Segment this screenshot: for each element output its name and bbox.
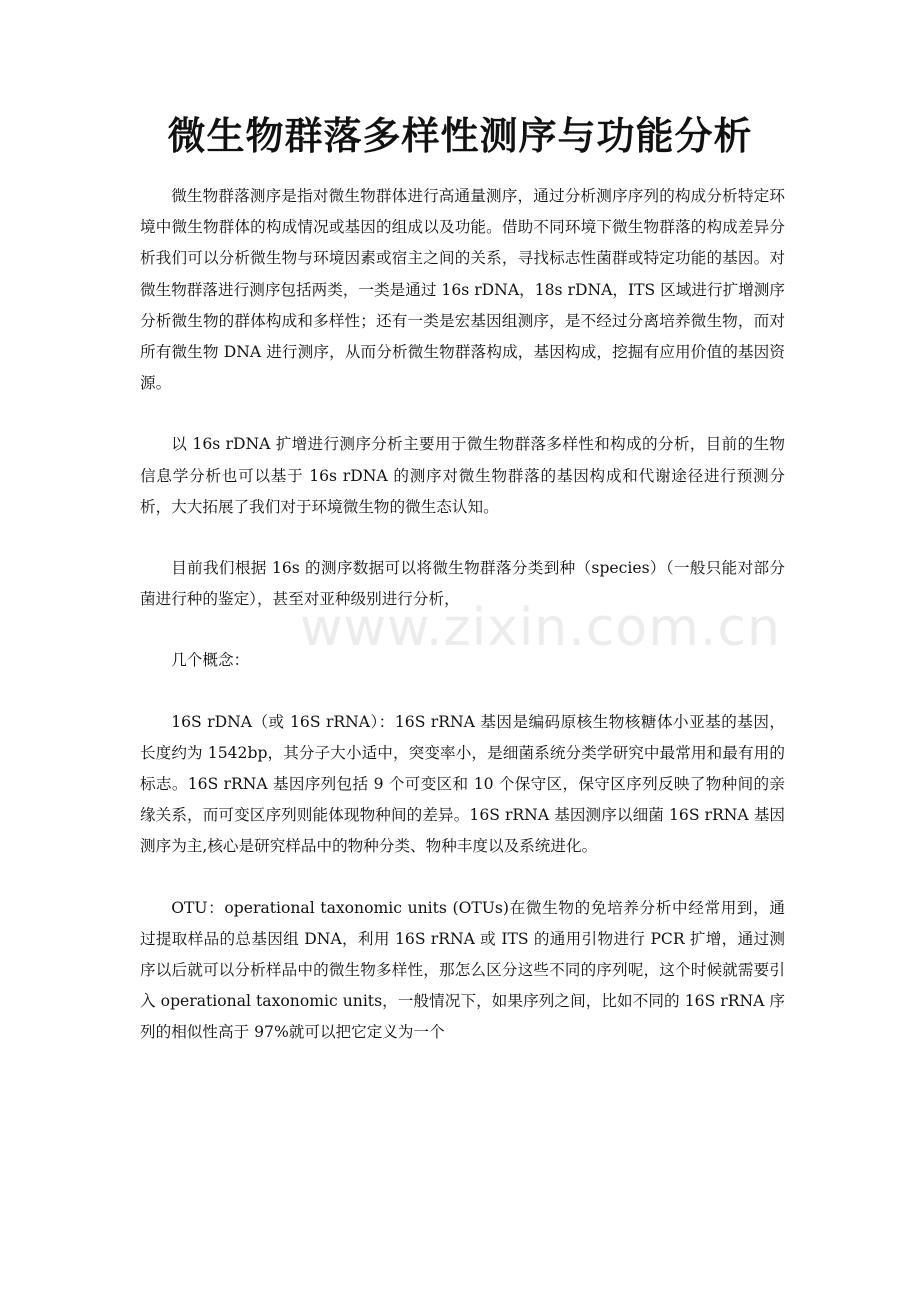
paragraph-concepts-heading: 几个概念： — [171, 651, 250, 670]
paragraph-16s-rdna-definition: 16S rDNA（或 16S rRNA）：16S rRNA 基因是编码原核生物核糖体小亚基的基因，长度约为 1542bp，其分子大小适中，突变率小，是细菌系统分类学研究中最常用和最有用的标志。16S rRNA 基因序列包括 9 个可变区和 10 个保守区，保守区序列反映了物种间的亲缘关系，而可变区序列则能体现物种间的差异。16S rRNA 基因测序以细菌 16S rRNA 基因测序为主,核心是研究样品中的物种分类、物种丰度以及系统进化。 — [140, 712, 785, 856]
paragraph-16s-amplicon: 以 16s rDNA 扩增进行测序分析主要用于微生物群落多样性和构成的分析，目前的生物信息学分析也可以基于 16s rDNA 的测序对微生物群落的基因构成和代谢途径进行预测分析，大大拓展了我们对于环境微生物的微生态认知。 — [140, 435, 785, 516]
paragraph-intro: 微生物群落测序是指对微生物群体进行高通量测序，通过分析测序序列的构成分析特定环境中微生物群体的构成情况或基因的组成以及功能。借助不同环境下微生物群落的构成差异分析我们可以分析微生物与环境因素或宿主之间的关系，寻找标志性菌群或特定功能的基因。对微生物群落进行测序包括两类，一类是通过 16s rDNA，18s rDNA，ITS 区域进行扩增测序分析微生物的群体构成和多样性；还有一类是宏基因组测序，是不经过分离培养微生物，而对所有微生物 DNA 进行测序，从而分析微生物群落构成，基因构成，挖掘有应用价值的基因资源。 — [140, 187, 785, 393]
document-title: 微生物群落多样性测序与功能分析 — [167, 113, 753, 158]
watermark: www.zixin.com.cn — [300, 598, 781, 658]
paragraph-species-level: 目前我们根据 16s 的测序数据可以将微生物群落分类到种（species）（一般只能对部分菌进行种的鉴定），甚至对亚种级别进行分析， — [140, 559, 785, 609]
document-body — [140, 181, 785, 1049]
paragraph-otu-definition: OTU：operational taxonomic units (OTUs)在微生物的免培养分析中经常用到，通过提取样品的总基因组 DNA，利用 16S rRNA 或 ITS 的通用引物进行 PCR 扩增，通过测序以后就可以分析样品中的微生物多样性，那怎么区分这些不同的序列呢，这个时候就需要引入 operational taxonomic units，一般情况下，如果序列之间，比如不同的 16S rRNA 序列的相似性高于 97%就可以把它定义为一个 — [140, 898, 785, 1042]
